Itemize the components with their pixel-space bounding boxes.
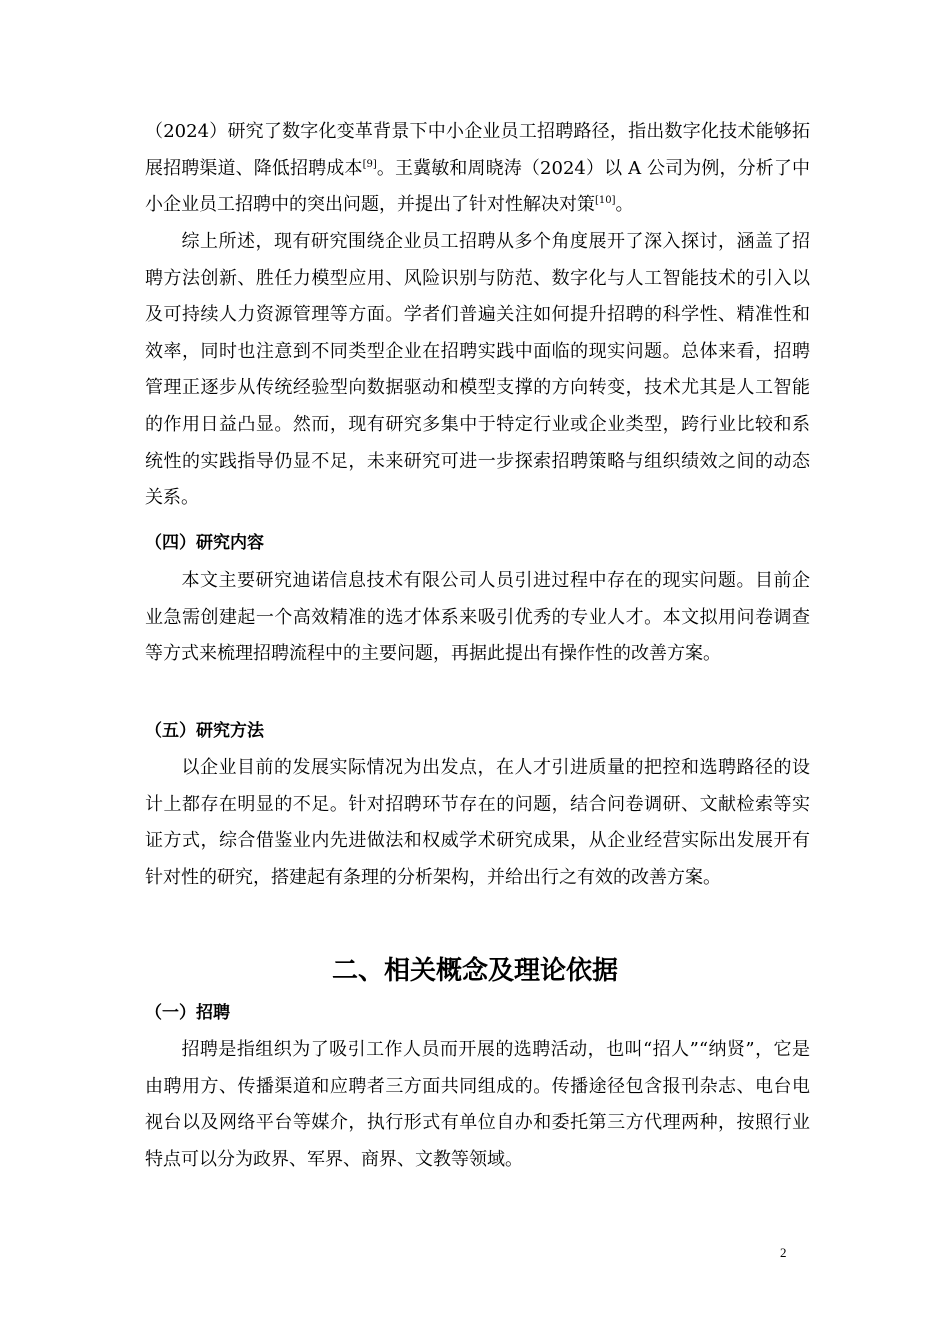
section-heading-recruitment: （一）招聘 — [145, 1003, 230, 1023]
paragraph-text: 招聘是指组织为了吸引工作人员而开展的选聘活动，也叫“招人”“纳贤”，它是由聘用方、传播渠道和应聘者三方面共同组成的。传播途径包含报刊杂志、电台电视台以及网络平台等媒介，执行形式有单位自办和委托第三方代理两种，按照行业特点可以分为政界、军界、商界、文教等领域。 — [145, 1039, 810, 1170]
paragraph-text: 。王冀敏和周晓涛（2024）以 A 公司为例，分析了中小企业员工招聘中的突出问题，并提出了针对性解决对策 — [145, 157, 811, 216]
paragraph-text: 。 — [615, 194, 634, 216]
citation-reference: [10] — [595, 195, 616, 207]
paragraph-text: 综上所述，现有研究围绕企业员工招聘从多个角度展开了深入探讨，涵盖了招聘方法创新、胜任力模型应用、风险识别与防范、数字化与人工智能技术的引入以及可持续人力资源管理等方面。学者们普遍关注如何提升招聘的科学性、精准性和效率，同时也注意到不同类型企业在招聘实践中面临的现实问题。总体来看，招聘管理正逐步从传统经验型向数据驱动和模型支撑的方向转变，技术尤其是人工智能的作用日益凸显。然而，现有研究多集中于特定行业或企业类型，跨行业比较和系统性的实践指导仍显不足，未来研究可进一步探索招聘策略与组织绩效之间的动态关系。 — [145, 231, 810, 509]
section-heading-research-method: （五）研究方法 — [145, 721, 264, 741]
paragraph-recruitment-definition — [145, 1032, 810, 1178]
paragraph-text: （2024）研究了数字化变革背景下中小企业员工招聘路径，指出数字化技术能够拓展招聘渠道、降低招聘成本 — [145, 121, 810, 179]
page-number: 2 — [780, 1245, 787, 1260]
paragraph-literature-review-end — [145, 114, 810, 224]
paragraph-research-method — [145, 750, 810, 896]
citation-reference: [9] — [362, 158, 377, 170]
chapter-title: 二、相关概念及理论依据 — [331, 956, 618, 986]
section-heading-research-content: （四）研究内容 — [145, 533, 264, 553]
paragraph-text: 以企业目前的发展实际情况为出发点，在人才引进质量的把控和选聘路径的设计上都存在明显的不足。针对招聘环节存在的问题，结合问卷调研、文献检索等实证方式，综合借鉴业内先进做法和权威学术研究成果，从企业经营实际出发展开有针对性的研究，搭建起有条理的分析架构，并给出行之有效的改善方案。 — [145, 757, 810, 888]
paragraph-text: 本文主要研究迪诺信息技术有限公司人员引进过程中存在的现实问题。目前企业急需创建起一个高效精准的选才体系来吸引优秀的专业人才。本文拟用问卷调查等方式来梳理招聘流程中的主要问题，再据此提出有操作性的改善方案。 — [145, 570, 810, 665]
paragraph-summary — [145, 224, 810, 517]
paragraph-research-content — [145, 563, 810, 673]
